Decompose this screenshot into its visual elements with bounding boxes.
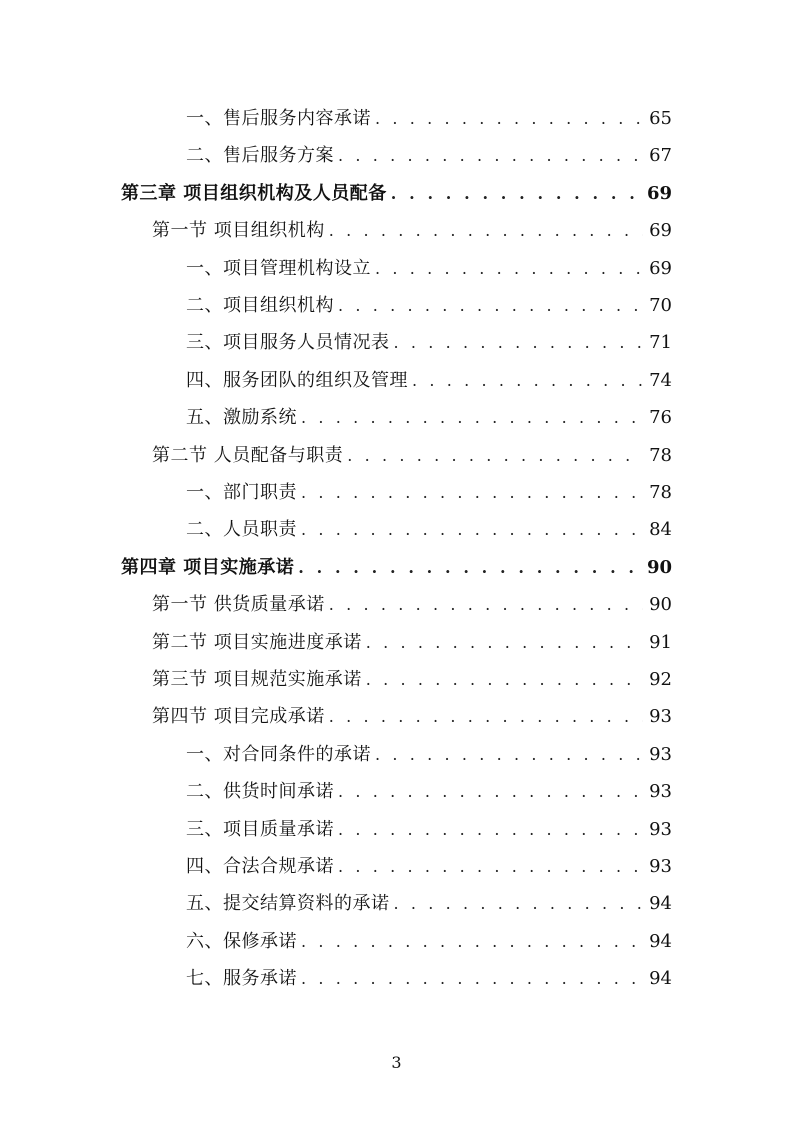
toc-entry-title: 第三章 项目组织机构及人员配备 <box>121 182 387 204</box>
toc-page-number: 93 <box>649 743 672 765</box>
toc-page-number: 78 <box>649 444 672 466</box>
toc-dot-leader <box>301 403 643 433</box>
toc-page-number: 78 <box>649 482 672 503</box>
toc-page-number: 65 <box>649 108 672 129</box>
toc-page-number: 93 <box>649 856 672 877</box>
toc-entry-title: 第一节 供货质量承诺 <box>152 594 325 616</box>
toc-entry-item[interactable] <box>186 515 672 545</box>
toc-page-number: 93 <box>649 706 672 728</box>
toc-entry-section[interactable] <box>152 665 672 695</box>
toc-entry-title: 第二节 人员配备与职责 <box>152 444 344 466</box>
toc-page-number: 70 <box>649 295 672 316</box>
toc-page-number: 67 <box>649 145 672 167</box>
toc-dot-leader <box>338 141 643 171</box>
toc-dot-leader <box>338 777 643 807</box>
toc-page-number: 69 <box>649 257 672 279</box>
toc-entry-title: 六、保修承诺 <box>186 930 297 952</box>
toc-dot-leader <box>301 478 643 508</box>
toc-entry-title: 第三节 项目规范实施承诺 <box>152 669 362 690</box>
toc-dot-leader <box>375 740 643 770</box>
toc-dot-leader <box>375 254 643 284</box>
toc-page-number: 71 <box>649 332 672 354</box>
toc-entry-title: 第四章 项目实施承诺 <box>121 556 295 578</box>
toc-dot-leader <box>298 553 641 583</box>
toc-entry-item[interactable] <box>186 852 672 882</box>
toc-entry-title: 二、人员职责 <box>186 519 297 541</box>
toc-entry-item[interactable] <box>186 927 672 957</box>
toc-dot-leader <box>338 815 643 845</box>
toc-page-number: 94 <box>649 930 672 952</box>
toc-dot-leader <box>329 590 643 620</box>
page-number: 3 <box>391 1053 402 1072</box>
toc-dot-leader <box>375 104 643 134</box>
toc-entry-item[interactable] <box>186 478 672 508</box>
toc-entry-chapter[interactable] <box>121 179 672 209</box>
toc-page-number: 76 <box>649 407 672 429</box>
toc-page-number: 90 <box>646 556 672 578</box>
toc-dot-leader <box>366 628 643 658</box>
toc-entry-item[interactable] <box>186 254 672 284</box>
toc-entry-section[interactable] <box>152 628 672 658</box>
toc-page-number: 91 <box>649 631 672 653</box>
toc-entry-item[interactable] <box>186 740 672 770</box>
toc-dot-leader <box>338 852 643 882</box>
toc-entry-section[interactable] <box>152 216 672 246</box>
toc-dot-leader <box>301 515 643 545</box>
toc-dot-leader <box>329 216 643 246</box>
toc-page-number: 94 <box>649 968 672 990</box>
toc-entry-chapter[interactable] <box>121 553 672 583</box>
toc-entry-item[interactable] <box>186 815 672 845</box>
toc-entry-title: 第四节 项目完成承诺 <box>152 706 325 728</box>
toc-entry-title: 三、项目质量承诺 <box>186 818 334 840</box>
toc-entry-title: 第一节 项目组织机构 <box>152 220 325 242</box>
toc-entry-item[interactable] <box>186 328 672 358</box>
toc-entry-title: 二、项目组织机构 <box>186 295 334 316</box>
toc-entry-item[interactable] <box>186 366 672 396</box>
toc-entry-title: 一、售后服务内容承诺 <box>186 108 371 129</box>
toc-entry-item[interactable] <box>186 964 672 994</box>
toc-page-number: 94 <box>649 893 672 915</box>
toc-page-number: 90 <box>649 594 672 616</box>
toc-page-number: 93 <box>649 818 672 840</box>
toc-entry-section[interactable] <box>152 590 672 620</box>
toc-page-number: 69 <box>646 182 672 204</box>
toc-entry-item[interactable] <box>186 141 672 171</box>
toc-entry-title: 五、提交结算资料的承诺 <box>186 893 390 915</box>
toc-entry-title: 五、激励系统 <box>186 407 297 429</box>
toc-entry-title: 二、供货时间承诺 <box>186 781 334 803</box>
toc-entry-item[interactable] <box>186 777 672 807</box>
toc-dot-leader <box>366 665 643 695</box>
toc-entry-item[interactable] <box>186 889 672 919</box>
toc-entry-title: 二、售后服务方案 <box>186 145 334 167</box>
toc-entry-title: 四、服务团队的组织及管理 <box>186 369 408 391</box>
toc-entry-title: 一、对合同条件的承诺 <box>186 743 371 765</box>
toc-entry-title: 一、项目管理机构设立 <box>186 257 371 279</box>
toc-dot-leader <box>391 179 641 209</box>
toc-dot-leader <box>329 702 643 732</box>
toc-entry-title: 四、合法合规承诺 <box>186 856 334 877</box>
toc-dot-leader <box>347 441 643 471</box>
toc-entry-title: 三、项目服务人员情况表 <box>186 332 390 354</box>
toc-dot-leader <box>338 291 643 321</box>
toc-page-number: 69 <box>649 220 672 242</box>
toc-entry-section[interactable] <box>152 441 672 471</box>
toc-dot-leader <box>394 328 644 358</box>
toc-page-number: 93 <box>649 781 672 803</box>
toc-dot-leader <box>394 889 644 919</box>
toc-entry-item[interactable] <box>186 403 672 433</box>
toc-entry-title: 七、服务承诺 <box>186 968 297 990</box>
toc-entry-item[interactable] <box>186 291 672 321</box>
toc-entry-section[interactable] <box>152 702 672 732</box>
toc-entry-title: 第二节 项目实施进度承诺 <box>152 631 362 653</box>
toc-dot-leader <box>412 366 643 396</box>
toc-entry-title: 一、部门职责 <box>186 482 297 503</box>
toc-entry-item[interactable] <box>186 104 672 134</box>
toc-dot-leader <box>301 927 643 957</box>
toc-page-number: 74 <box>649 369 672 391</box>
toc-dot-leader <box>301 964 643 994</box>
toc-page-number: 92 <box>649 669 672 690</box>
toc-page-number: 84 <box>649 519 672 541</box>
